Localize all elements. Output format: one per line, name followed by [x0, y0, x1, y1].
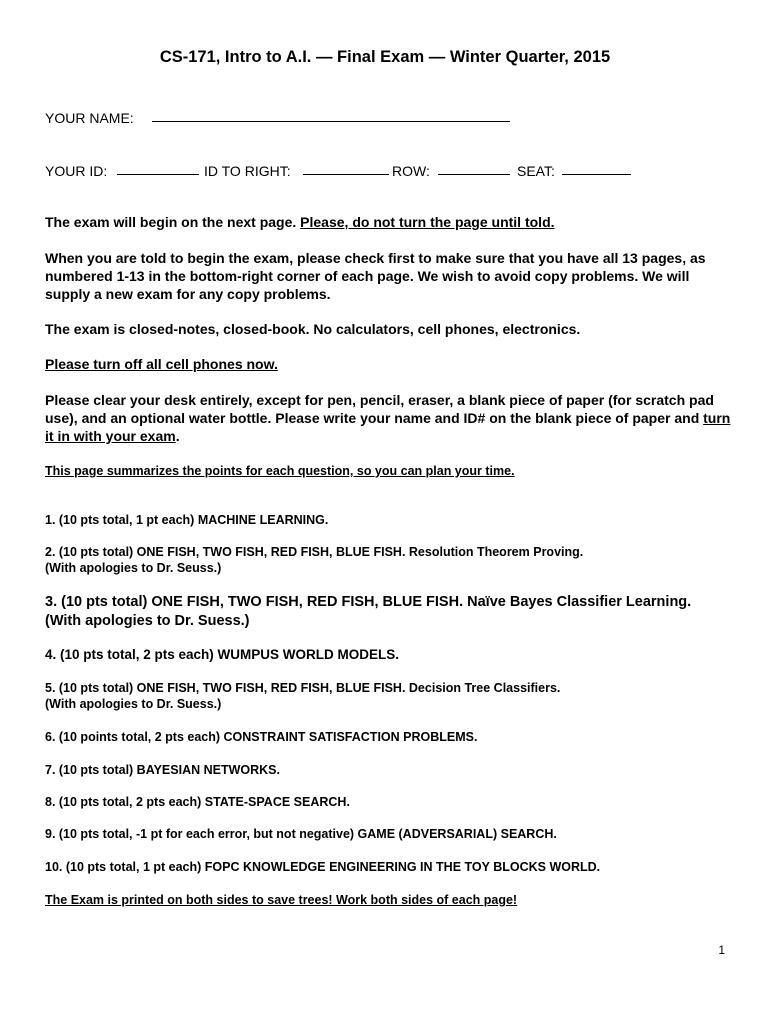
instruction-do-not-turn: Please, do not turn the page until told. — [300, 214, 555, 230]
question-item — [45, 593, 691, 630]
question-item — [45, 729, 477, 745]
instruction-begin-text: The exam will begin on the next page. — [45, 214, 301, 230]
summary-heading: This page summarizes the points for each question, so you can plan your time. — [45, 464, 515, 478]
question-line: 1. (10 pts total, 1 pt each) MACHINE LEARNING. — [45, 513, 329, 527]
question-subline: (With apologies to Dr. Seuss.) — [45, 561, 222, 575]
instruction-clear-desk — [45, 391, 735, 445]
page-title: CS-171, Intro to A.I. — Final Exam — Winter Quarter, 2015 — [159, 48, 611, 66]
instruction-begin — [45, 213, 735, 231]
name-label: YOUR NAME: — [45, 110, 134, 126]
instruction-period: . — [175, 428, 180, 444]
name-field-line[interactable] — [152, 108, 510, 122]
question-subline: (With apologies to Dr. Suess.) — [45, 697, 222, 711]
question-line: 6. (10 points total, 2 pts each) CONSTRAINT SATISFACTION PROBLEMS. — [45, 730, 478, 744]
row-label: ROW: — [392, 163, 430, 179]
seat-label: SEAT: — [517, 163, 555, 179]
question-item — [45, 646, 399, 663]
seat-field-line[interactable] — [562, 162, 631, 175]
question-line: 2. (10 pts total) ONE FISH, TWO FISH, RED FISH, BLUE FISH. Resolution Theorem Proving. — [45, 545, 584, 559]
question-item — [45, 826, 557, 842]
question-item — [45, 859, 600, 875]
page-number: 1 — [718, 943, 725, 957]
question-item — [45, 680, 560, 712]
question-subline: (With apologies to Dr. Suess.) — [45, 612, 250, 629]
instruction-closed-book: The exam is closed-notes, closed-book. No calculators, cell phones, electronics. — [45, 321, 581, 337]
id-label: YOUR ID: — [45, 163, 108, 179]
question-line: 3. (10 pts total) ONE FISH, TWO FISH, RED FISH, BLUE FISH. Naïve Bayes Classifier Learning. — [45, 594, 692, 610]
id-to-right-field-line[interactable] — [303, 162, 389, 175]
question-item — [45, 512, 328, 528]
footer-note: The Exam is printed on both sides to save trees! Work both sides of each page! — [45, 893, 518, 907]
id-field-line[interactable] — [117, 162, 199, 175]
question-line: 4. (10 pts total, 2 pts each) WUMPUS WORLD MODELS. — [45, 647, 400, 662]
id-to-right-label: ID TO RIGHT: — [204, 163, 291, 179]
question-line: 7. (10 pts total) BAYESIAN NETWORKS. — [45, 763, 280, 777]
instruction-clear-desk-text: Please clear your desk entirely, except for pen, pencil, eraser, a blank piece of paper (for scratch pad use), and an optional water bottle. Please write your name and ID# on the blank piece of paper and — [45, 392, 714, 426]
question-line: 9. (10 pts total, -1 pt for each error, but not negative) GAME (ADVERSARIAL) SEARCH. — [45, 827, 557, 841]
question-line: 8. (10 pts total, 2 pts each) STATE-SPACE SEARCH. — [45, 795, 350, 809]
instruction-cell-phones: Please turn off all cell phones now. — [45, 356, 278, 372]
instruction-turn-in: turn it in with your exam — [45, 410, 731, 444]
question-item — [45, 794, 350, 810]
instruction-check-pages: When you are told to begin the exam, please check first to make sure that you have all 13 pages, as numbered 1-13 in the bottom-right corner of each page. We wish to avoid copy problems. We will supply a new exam for any copy problems. — [45, 250, 706, 302]
question-item — [45, 762, 280, 778]
question-line: 10. (10 pts total, 1 pt each) FOPC KNOWLEDGE ENGINEERING IN THE TOY BLOCKS WORLD. — [45, 860, 601, 874]
question-item — [45, 544, 583, 576]
row-field-line[interactable] — [438, 162, 510, 175]
question-line: 5. (10 pts total) ONE FISH, TWO FISH, RED FISH, BLUE FISH. Decision Tree Classifiers. — [45, 681, 561, 695]
